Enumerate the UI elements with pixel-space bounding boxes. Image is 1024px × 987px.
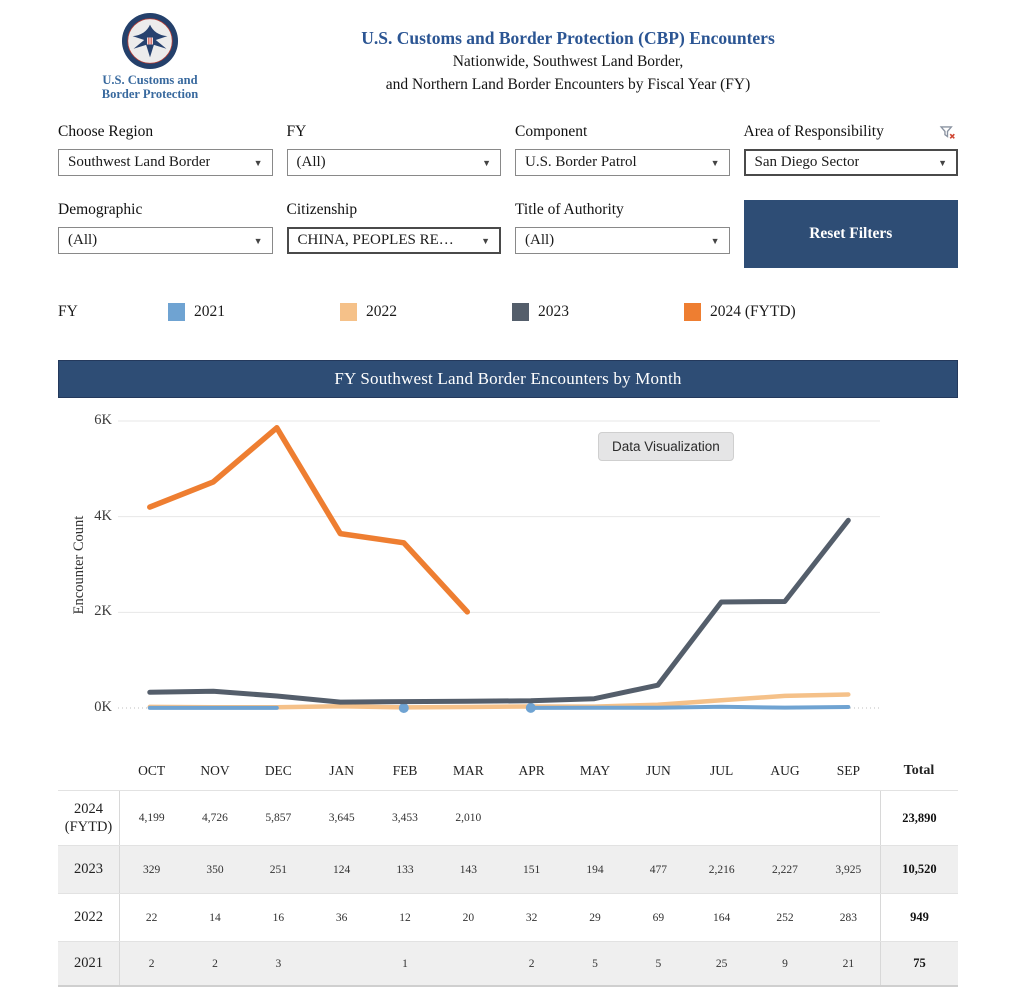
legend-fy-label: FY — [58, 303, 78, 320]
filter-label-component: Component — [515, 123, 588, 140]
filter-label-demographic: Demographic — [58, 201, 143, 218]
column-header-jun: JUN — [645, 763, 671, 778]
dropdown-value: U.S. Border Patrol — [525, 154, 637, 170]
reset-filters-button[interactable]: Reset Filters — [744, 200, 959, 268]
table-cell: 143 — [459, 863, 477, 876]
chevron-down-icon: ▼ — [710, 157, 720, 168]
filter-label-choose-region: Choose Region — [58, 123, 154, 140]
title-of-authority-dropdown[interactable] — [515, 227, 730, 254]
legend-swatch — [168, 303, 185, 321]
column-header-sep: SEP — [836, 763, 860, 778]
chevron-down-icon: ▼ — [938, 157, 947, 168]
table-cell: 283 — [839, 911, 857, 924]
encounters-table — [58, 738, 958, 987]
filter-fy — [287, 122, 502, 176]
citizenship-dropdown[interactable] — [287, 227, 502, 254]
filter-label-title-of-authority: Title of Authority — [515, 201, 624, 218]
table-cell — [500, 816, 563, 820]
filter-area-of-responsibility — [744, 122, 959, 176]
legend-item-2023[interactable] — [512, 303, 684, 321]
filter-demographic — [58, 200, 273, 268]
cbp-seal-icon — [121, 12, 179, 70]
row-total: 10,520 — [880, 846, 958, 893]
table-cell: 164 — [713, 911, 731, 924]
filter-label-fy: FY — [286, 123, 307, 140]
filter-label-citizenship: Citizenship — [286, 201, 358, 218]
chevron-down-icon: ▼ — [710, 235, 720, 246]
column-header-mar: MAR — [452, 763, 484, 778]
page-subtitle-2: and Northern Land Border Encounters by Fiscal Year (FY) — [385, 76, 751, 94]
page-header — [58, 0, 958, 116]
table-cell — [310, 962, 373, 966]
table-row-2023 — [58, 845, 958, 893]
column-header-dec: DEC — [264, 763, 292, 778]
table-cell: 1 — [402, 957, 408, 970]
legend-item-2021[interactable] — [168, 303, 340, 321]
table-cell: 5 — [592, 957, 598, 970]
table-cell: 124 — [333, 863, 351, 876]
table-cell: 2,010 — [455, 812, 482, 824]
table-cell: 16 — [272, 911, 285, 924]
table-row-2021 — [58, 941, 958, 985]
page-title: U.S. Customs and Border Protection (CBP) Encounters — [361, 28, 775, 48]
table-cell: 3 — [275, 957, 282, 970]
table-row-2022 — [58, 893, 958, 941]
table-cell: 194 — [586, 863, 604, 876]
column-header-feb: FEB — [392, 763, 418, 778]
table-cell: 9 — [782, 957, 788, 970]
area-of-responsibility-dropdown[interactable] — [744, 149, 959, 176]
column-header-jul: JUL — [710, 763, 734, 778]
encounters-chart-area — [58, 408, 958, 738]
encounters-line-chart[interactable] — [118, 408, 880, 738]
logo-text-line1: U.S. Customs and — [102, 73, 198, 87]
filter-label-area-of-responsibility: Area of Responsibility — [744, 122, 959, 142]
legend-label: 2021 — [194, 303, 225, 320]
column-header-jan: JAN — [329, 763, 355, 778]
table-cell — [817, 816, 880, 820]
table-cell: 20 — [462, 911, 475, 924]
table-header-row — [58, 738, 958, 790]
legend-label: 2023 — [538, 303, 569, 320]
table-cell: 251 — [269, 863, 287, 876]
table-cell: 2 — [528, 957, 535, 970]
table-cell: 5 — [655, 957, 662, 970]
table-cell: 32 — [525, 911, 538, 924]
table-cell: 2,216 — [708, 863, 735, 876]
fy-legend — [58, 300, 958, 324]
filter-title-of-authority — [515, 200, 730, 268]
table-cell: 3,453 — [392, 812, 418, 824]
chevron-down-icon: ▼ — [482, 157, 491, 168]
table-cell: 4,199 — [138, 812, 165, 824]
table-cell: 22 — [145, 911, 158, 924]
table-cell: 2,227 — [772, 863, 798, 876]
table-cell: 21 — [842, 957, 855, 970]
table-cell: 14 — [209, 911, 221, 924]
component-dropdown[interactable] — [515, 149, 730, 176]
table-cell: 151 — [523, 863, 541, 876]
legend-swatch — [340, 303, 357, 321]
chart-title-bar — [58, 360, 958, 398]
filter-choose-region — [58, 122, 273, 176]
legend-swatch — [684, 303, 701, 321]
legend-item-2024-fytd[interactable] — [684, 303, 856, 321]
table-cell: 2 — [148, 957, 155, 970]
table-cell — [627, 816, 690, 820]
table-corner — [58, 752, 120, 790]
row-label: 2021 — [58, 942, 120, 985]
y-tick-0K: 0K — [94, 699, 112, 715]
dropdown-value: (All) — [296, 154, 326, 170]
dropdown-value: (All) — [525, 232, 555, 248]
table-cell: 477 — [649, 863, 667, 876]
chevron-down-icon: ▼ — [253, 157, 263, 168]
dropdown-value: Southwest Land Border — [68, 154, 211, 170]
data-visualization-tooltip: Data Visualization — [598, 432, 734, 461]
row-label: 2022 — [58, 894, 120, 941]
legend-item-2022[interactable] — [340, 303, 512, 321]
chevron-down-icon: ▼ — [253, 235, 263, 246]
table-cell: 3,925 — [835, 863, 862, 876]
filter-citizenship — [287, 200, 502, 268]
chevron-down-icon: ▼ — [481, 235, 490, 246]
row-total: 949 — [880, 894, 958, 941]
table-cell: 133 — [396, 863, 414, 876]
dropdown-value: (All) — [68, 232, 98, 248]
row-total: 75 — [880, 942, 958, 985]
page-subtitle-1: Nationwide, Southwest Land Border, — [452, 53, 684, 70]
table-cell: 36 — [335, 911, 348, 924]
table-cell: 12 — [399, 911, 411, 924]
table-cell: 350 — [206, 863, 224, 876]
column-header-aug: AUG — [770, 763, 800, 778]
column-header-apr: APR — [518, 763, 545, 778]
reset-filters-cell — [744, 200, 959, 268]
filter-row-1 — [58, 122, 958, 176]
table-cell: 4,726 — [202, 812, 228, 824]
column-header-may: MAY — [579, 763, 611, 778]
table-cell: 3,645 — [328, 812, 355, 824]
dropdown-value: CHINA, PEOPLES RE… — [297, 232, 454, 248]
table-cell: 5,857 — [265, 812, 292, 824]
logo-text-line2: Border Protection — [101, 87, 199, 102]
table-cell: 329 — [143, 863, 161, 876]
column-header-nov: NOV — [200, 763, 230, 778]
filter-row-2 — [58, 200, 958, 268]
row-label: 2024 (FYTD) — [58, 791, 120, 845]
filter-component — [515, 122, 730, 176]
fy-dropdown[interactable] — [287, 149, 502, 176]
table-cell: 25 — [715, 957, 728, 970]
table-cell: 69 — [652, 911, 665, 924]
demographic-dropdown[interactable] — [58, 227, 273, 254]
legend-label: 2024 (FYTD) — [710, 303, 796, 320]
table-cell: 252 — [776, 911, 794, 924]
column-header-total: Total — [903, 763, 935, 778]
y-tick-6K: 6K — [94, 412, 112, 428]
y-axis-title: Encounter Count — [71, 515, 87, 615]
table-cell: 2 — [212, 957, 218, 970]
chart-title: FY Southwest Land Border Encounters by Month — [334, 369, 682, 388]
table-row-2024-fytd — [58, 790, 958, 845]
clear-filter-icon[interactable] — [939, 124, 956, 141]
legend-swatch — [512, 303, 529, 321]
row-total: 23,890 — [880, 791, 958, 845]
table-cell: 29 — [589, 911, 601, 924]
column-header-oct: OCT — [138, 763, 166, 778]
table-cell — [437, 962, 500, 966]
y-tick-4K: 4K — [94, 507, 112, 524]
table-cell — [690, 816, 753, 820]
legend-label: 2022 — [366, 303, 397, 320]
y-tick-2K: 2K — [94, 603, 112, 620]
table-cell — [563, 816, 626, 820]
choose-region-dropdown[interactable] — [58, 149, 273, 176]
row-label: 2023 — [58, 846, 120, 893]
dropdown-value: San Diego Sector — [754, 154, 860, 170]
table-cell — [753, 816, 816, 820]
cbp-logo — [88, 12, 212, 102]
